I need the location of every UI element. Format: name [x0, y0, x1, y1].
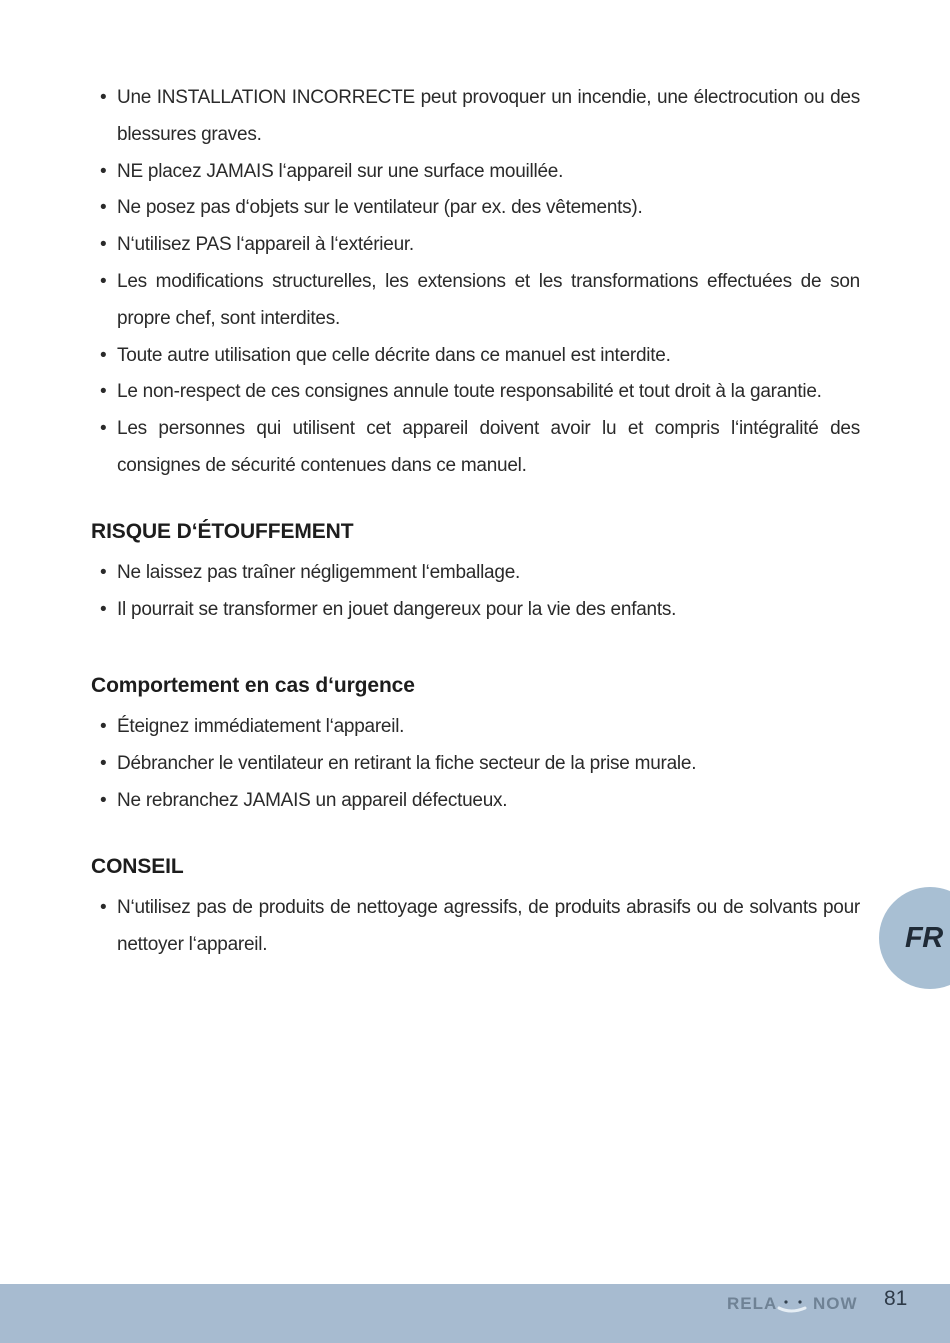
- language-tab-label: FR: [905, 922, 943, 954]
- list-item: • Les modifications structurelles, les extensions et les transformations effectuées de son propre chef, sont interdites.: [91, 264, 860, 338]
- brand-right-word: NOW: [813, 1294, 858, 1313]
- intro-bullet-list: [91, 80, 860, 485]
- list-item: • N‘utilisez PAS l‘appareil à l‘extérieur.: [91, 227, 860, 264]
- list-item: • Ne rebranchez JAMAIS un appareil défectueux.: [91, 783, 860, 820]
- list-item: • Le non-respect de ces consignes annule toute responsabilité et tout droit à la garantie.: [91, 374, 860, 411]
- list-item: • Débrancher le ventilateur en retirant la fiche secteur de la prise murale.: [91, 746, 860, 783]
- section-heading: CONSEIL: [91, 854, 184, 878]
- bullet-icon: •: [100, 598, 107, 620]
- bullet-icon: •: [100, 160, 107, 182]
- list-item: • Il pourrait se transformer en jouet dangereux pour la vie des enfants.: [91, 592, 860, 629]
- choking-risk-section: [91, 519, 860, 629]
- bullet-icon: •: [100, 87, 107, 108]
- section-heading: Comportement en cas d‘urgence: [91, 674, 415, 698]
- brand-left-word: RELA: [727, 1294, 778, 1313]
- list-item: • Ne posez pas d‘objets sur le ventilateur (par ex. des vêtements).: [91, 190, 860, 227]
- bullet-icon: •: [100, 234, 107, 256]
- brand-logo: [727, 1289, 867, 1317]
- advice-bullets: [91, 890, 860, 964]
- brand-logo-graphic: [727, 1289, 867, 1317]
- page-content: [91, 80, 860, 963]
- bullet-icon: •: [100, 344, 107, 366]
- bullet-icon: •: [100, 270, 107, 292]
- bullet-icon: •: [100, 896, 107, 918]
- bullet-icon: •: [100, 789, 107, 811]
- emergency-bullets: [91, 709, 860, 819]
- list-item: • Ne laissez pas traîner négligemment l‘emballage.: [91, 555, 860, 592]
- wave-icon: [779, 1308, 805, 1311]
- bullet-icon: •: [100, 418, 107, 440]
- choking-risk-bullets: [91, 555, 860, 629]
- list-item: • NE placez JAMAIS l‘appareil sur une surface mouillée.: [91, 154, 860, 191]
- list-item: • N‘utilisez pas de produits de nettoyage agressifs, de produits abrasifs ou de solvants pour nettoyer l‘appareil.: [91, 890, 860, 964]
- bullet-icon: •: [100, 716, 107, 738]
- advice-section: [91, 854, 860, 964]
- bullet-icon: •: [100, 381, 107, 403]
- list-item: • Toute autre utilisation que celle décrite dans ce manuel est interdite.: [91, 338, 860, 375]
- bullet-icon: •: [100, 197, 107, 219]
- section-heading: RISQUE D‘ÉTOUFFEMENT: [91, 519, 354, 543]
- bullet-icon: •: [100, 753, 107, 775]
- bullet-icon: •: [100, 561, 107, 583]
- list-item: • Les personnes qui utilisent cet appareil doivent avoir lu et compris l‘intégralité des consignes de sécurité contenues dans ce manuel.: [91, 411, 860, 485]
- dot-icon: [784, 1300, 787, 1303]
- list-item: • Éteignez immédiatement l‘appareil.: [91, 709, 860, 746]
- page-number: 81: [884, 1287, 908, 1310]
- emergency-section: [91, 673, 860, 819]
- list-item: • Une INSTALLATION INCORRECTE peut provoquer un incendie, une électrocution ou des blessures graves.: [91, 80, 860, 154]
- dot-icon: [798, 1300, 801, 1303]
